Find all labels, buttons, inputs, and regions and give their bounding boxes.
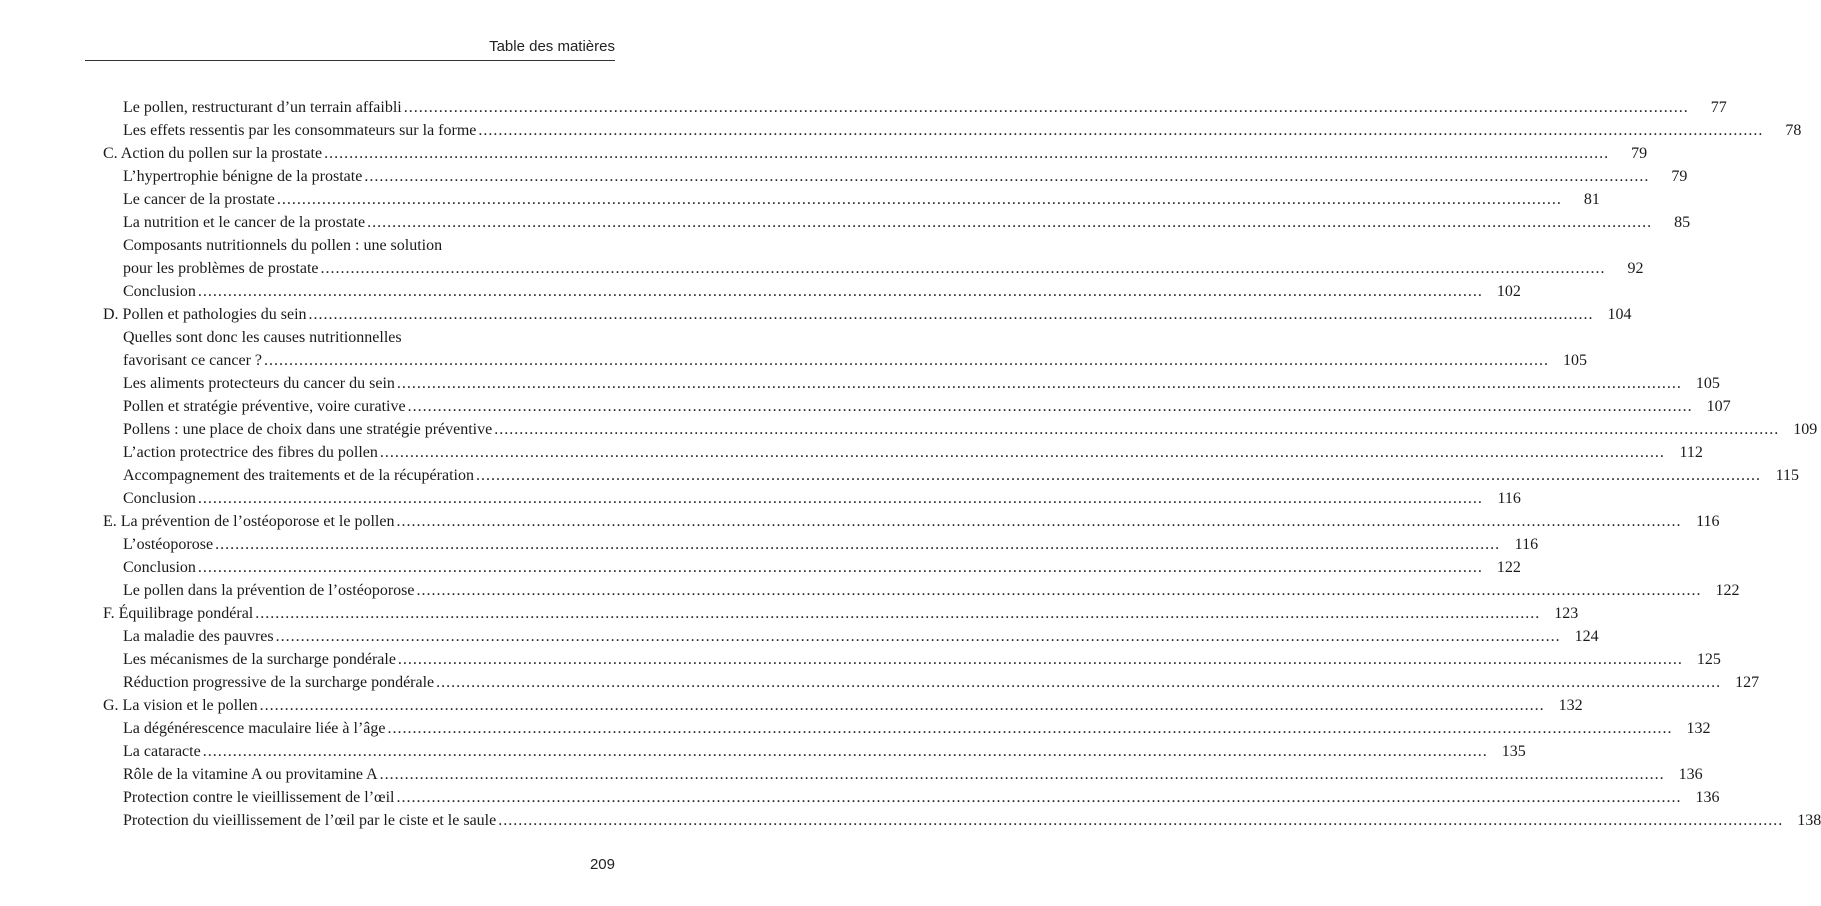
- dot-leader: [408, 395, 1693, 418]
- header-rule: [85, 60, 615, 61]
- toc-page-number: 138: [1797, 812, 1821, 829]
- toc-entry-line: [103, 556, 1521, 579]
- toc-entry-line: [103, 625, 1599, 648]
- toc-entry-line: [103, 349, 1588, 372]
- toc-page-number: 132: [1686, 720, 1711, 737]
- toc-entry-title: Composants nutritionnels du pollen : une solution: [123, 237, 443, 254]
- dot-leader: [203, 740, 1488, 763]
- dot-leader: [215, 533, 1500, 556]
- toc-entry-line: [103, 602, 1579, 625]
- toc-page-number: 116: [1497, 490, 1521, 507]
- toc-section-title: F. Équilibrage pondéral: [103, 605, 254, 622]
- toc-entry-title: Conclusion: [123, 559, 196, 576]
- dot-leader: [498, 809, 1783, 832]
- toc-page-number: 122: [1715, 582, 1740, 599]
- dot-leader: [397, 372, 1682, 395]
- toc-entry-title: L’action protectrice des fibres du pollen: [123, 444, 378, 461]
- dot-leader: [387, 717, 1672, 740]
- toc-entry-line: [103, 671, 1760, 694]
- dot-leader: [309, 303, 1594, 326]
- table-of-contents: [103, 96, 1821, 832]
- toc-page-number: 78: [1785, 122, 1802, 139]
- toc-entry-line: [103, 694, 1583, 717]
- toc-page-number: 116: [1514, 536, 1539, 553]
- dot-leader: [494, 418, 1779, 441]
- toc-entry-line: [103, 211, 1691, 234]
- toc-page-number: 92: [1627, 260, 1644, 277]
- page-number: 209: [589, 856, 615, 873]
- toc-entry-title: La cataracte: [123, 743, 201, 760]
- toc-entry-title: La dégénérescence maculaire liée à l’âge: [123, 720, 386, 737]
- dot-leader: [396, 510, 1681, 533]
- dot-leader: [276, 625, 1561, 648]
- toc-entry-title: L’ostéoporose: [123, 536, 214, 553]
- toc-page-number: 105: [1563, 352, 1588, 369]
- dot-leader: [321, 257, 1606, 280]
- toc-entry-title: La maladie des pauvres: [123, 628, 274, 645]
- toc-page-number: 105: [1695, 375, 1720, 392]
- dot-leader: [404, 96, 1689, 119]
- dot-leader: [264, 349, 1549, 372]
- toc-entry-title: Réduction progressive de la surcharge pondérale: [123, 674, 435, 691]
- toc-entry-line: [103, 234, 616, 257]
- toc-page-number: 79: [1631, 145, 1648, 162]
- toc-page-number: 136: [1695, 789, 1720, 806]
- toc-entry-line: [103, 464, 1799, 487]
- toc-page-number: 104: [1607, 306, 1632, 323]
- toc-page-number: 115: [1775, 467, 1799, 484]
- toc-page-number: 107: [1706, 398, 1731, 415]
- dot-leader: [198, 556, 1483, 579]
- dot-leader: [416, 579, 1701, 602]
- toc-entry-title: Les effets ressentis par les consommateurs sur la forme: [123, 122, 477, 139]
- toc-entry-line: [103, 326, 616, 349]
- running-head-title: Table des matières: [489, 38, 615, 55]
- toc-entry-title: Pollen et stratégie préventive, voire curative: [123, 398, 406, 415]
- toc-entry-title: Conclusion: [123, 283, 196, 300]
- dot-leader: [324, 142, 1609, 165]
- toc-entry-line: [103, 786, 1720, 809]
- toc-page-number: 116: [1696, 513, 1720, 530]
- toc-page-number: 123: [1554, 605, 1579, 622]
- toc-entry-line: [103, 648, 1721, 671]
- dot-leader: [380, 441, 1665, 464]
- toc-entry-line: [103, 763, 1703, 786]
- toc-entry-title: favorisant ce cancer ?: [123, 352, 263, 369]
- toc-entry-line: [103, 395, 1731, 418]
- toc-entry-title: Pollens : une place de choix dans une stratégie préventive: [123, 421, 493, 438]
- toc-entry-line: [103, 372, 1720, 395]
- toc-entry-title: Accompagnement des traitements et de la récupération: [123, 467, 474, 484]
- toc-page-number: 79: [1671, 168, 1688, 185]
- toc-entry-title: pour les problèmes de prostate: [123, 260, 319, 277]
- toc-entry-line: [103, 740, 1526, 763]
- toc-entry-title: Conclusion: [123, 490, 196, 507]
- toc-entry-line: [103, 510, 1720, 533]
- toc-section-title: E. La prévention de l’ostéoporose et le pollen: [103, 513, 395, 530]
- dot-leader: [436, 671, 1721, 694]
- toc-entry-title: Le pollen, restructurant d’un terrain affaibli: [123, 99, 402, 116]
- toc-entry-title: Le pollen dans la prévention de l’ostéoporose: [123, 582, 415, 599]
- toc-entry-line: [103, 487, 1521, 510]
- toc-page-number: 136: [1678, 766, 1703, 783]
- toc-entry-line: [103, 257, 1644, 280]
- dot-leader: [260, 694, 1545, 717]
- dot-leader: [476, 464, 1761, 487]
- toc-entry-line: [103, 579, 1740, 602]
- dot-leader: [478, 119, 1763, 142]
- toc-page-number: 127: [1735, 674, 1760, 691]
- toc-page-number: 132: [1558, 697, 1583, 714]
- toc-page-number: 77: [1710, 99, 1727, 116]
- toc-entry-line: [103, 809, 1821, 832]
- toc-entry-line: [103, 418, 1818, 441]
- toc-entry-line: [103, 188, 1600, 211]
- dot-leader: [398, 648, 1683, 671]
- dot-leader: [364, 165, 1649, 188]
- toc-entry-line: [103, 441, 1703, 464]
- toc-page-number: 102: [1496, 283, 1521, 300]
- toc-entry-line: [103, 533, 1539, 556]
- toc-page-number: 85: [1674, 214, 1691, 231]
- dot-leader: [198, 487, 1483, 510]
- toc-entry-line: [103, 142, 1648, 165]
- toc-entry-title: La nutrition et le cancer de la prostate: [123, 214, 366, 231]
- dot-leader: [380, 763, 1665, 786]
- toc-entry-title: Protection du vieillissement de l’œil par le ciste et le saule: [123, 812, 497, 829]
- dot-leader: [255, 602, 1540, 625]
- toc-section-title: C. Action du pollen sur la prostate: [103, 145, 323, 162]
- toc-section-title: G. La vision et le pollen: [103, 697, 258, 714]
- toc-entry-title: Le cancer de la prostate: [123, 191, 275, 208]
- dot-leader: [198, 280, 1483, 303]
- toc-entry-title: Quelles sont donc les causes nutritionnelles: [123, 329, 402, 346]
- dot-leader: [277, 188, 1562, 211]
- toc-entry-line: [103, 119, 1802, 142]
- toc-page-number: 81: [1583, 191, 1600, 208]
- toc-page-number: 109: [1793, 421, 1818, 438]
- toc-entry-line: [103, 96, 1727, 119]
- toc-page-number: 135: [1501, 743, 1526, 760]
- toc-entry-line: [103, 303, 1632, 326]
- toc-page-number: 125: [1696, 651, 1721, 668]
- toc-entry-title: L’hypertrophie bénigne de la prostate: [123, 168, 363, 185]
- toc-entry-title: Les mécanismes de la surcharge pondérale: [123, 651, 396, 668]
- toc-entry-title: Les aliments protecteurs du cancer du sein: [123, 375, 395, 392]
- toc-page-number: 122: [1496, 559, 1521, 576]
- toc-page-number: 124: [1574, 628, 1599, 645]
- toc-page-number: 112: [1679, 444, 1703, 461]
- toc-entry-title: Protection contre le vieillissement de l’œil: [123, 789, 395, 806]
- toc-entry-line: [103, 165, 1688, 188]
- dot-leader: [367, 211, 1652, 234]
- toc-entry-line: [103, 280, 1521, 303]
- toc-section-title: D. Pollen et pathologies du sein: [103, 306, 307, 323]
- toc-entry-line: [103, 717, 1711, 740]
- dot-leader: [396, 786, 1681, 809]
- toc-entry-title: Rôle de la vitamine A ou provitamine A: [123, 766, 378, 783]
